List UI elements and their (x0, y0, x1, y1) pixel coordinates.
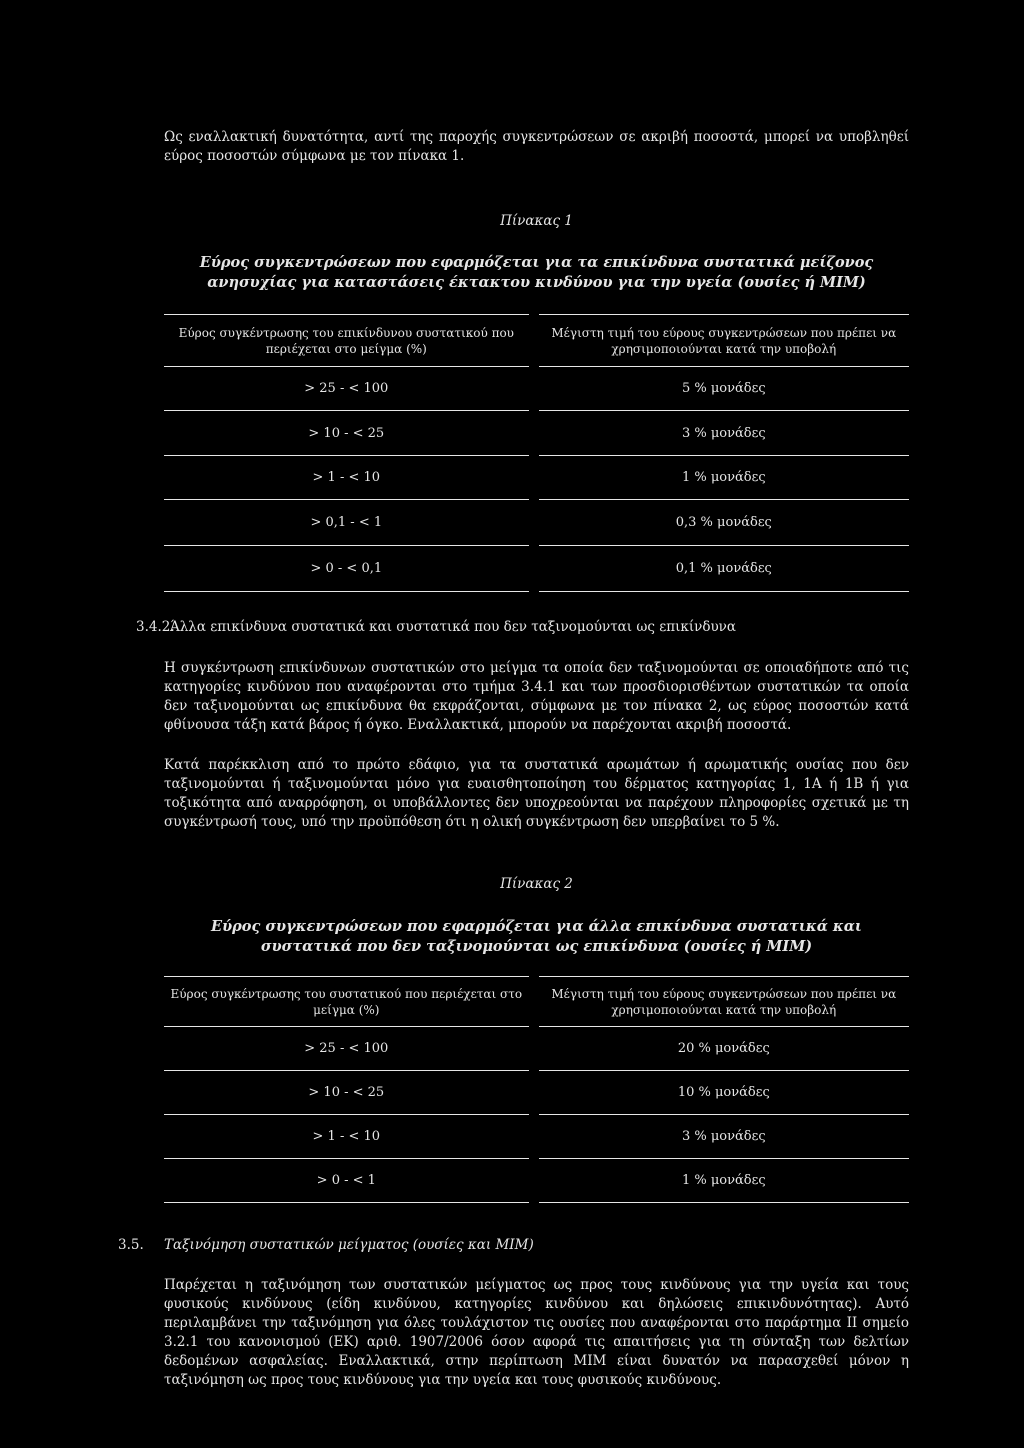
section-342-heading (136, 619, 909, 635)
section-342-paragraph-1: Η συγκέντρωση επικίνδυνων συστατικών στο μείγμα τα οποία δεν ταξινομούνται σε οποιαδήποτε από τις κατηγορίες κινδύνου που αναφέρονται στο τμήμα 3.4.1 και των προσδιορισθέντων συστατικών τα οποία δεν ταξινομούνται ως επικίνδυνα θα εκφράζονται, σύμφωνα με τον πίνακα 2, ως εύρος ποσοστών κατά φθίνουσα τάξη κατά βάρος ή όγκο. Εναλλακτικά, μπορούν να παρέχονται ακριβή ποσοστά. (164, 660, 909, 733)
table-row (164, 546, 909, 592)
table2-header-col2: Μέγιστη τιμή του εύρους συγκεντρώσεων που πρέπει να χρησιμοποιούνται κατά την υποβολή (534, 977, 909, 1027)
table-row (164, 500, 909, 546)
table2-value: 20 % μονάδες (534, 1027, 909, 1071)
table-row (164, 1115, 909, 1159)
table1-value: 3 % μονάδες (534, 411, 909, 456)
section-35-title: Ταξινόμηση συστατικών μείγματος (ουσίες και ΜΙΜ) (164, 1237, 534, 1253)
table2-value: 10 % μονάδες (534, 1071, 909, 1115)
table2 (164, 976, 909, 1203)
table1-range: > 25 - < 100 (164, 367, 534, 411)
table1-range: > 1 - < 10 (164, 456, 534, 500)
table2-range: > 1 - < 10 (164, 1115, 534, 1159)
table-row (164, 1071, 909, 1115)
table2-range: > 25 - < 100 (164, 1027, 534, 1071)
table1-value: 0,1 % μονάδες (534, 546, 909, 592)
section-35-number: 3.5. (118, 1237, 144, 1253)
table2-range: > 0 - < 1 (164, 1159, 534, 1203)
table2-value: 1 % μονάδες (534, 1159, 909, 1203)
table1-value: 5 % μονάδες (534, 367, 909, 411)
table2-caption: Πίνακας 2 (500, 876, 573, 892)
table2-value: 3 % μονάδες (534, 1115, 909, 1159)
section-35-heading (118, 1237, 909, 1253)
intro-paragraph: Ως εναλλακτική δυνατότητα, αντί της παροχής συγκεντρώσεων σε ακριβή ποσοστά, μπορεί να υποβληθεί εύρος ποσοστών σύμφωνα με τον πίνακα 1. (164, 129, 909, 164)
table1-range: > 0,1 - < 1 (164, 500, 534, 546)
table1 (164, 314, 909, 592)
table-row (164, 1027, 909, 1071)
table1-header-col1: Εύρος συγκέντρωσης του επικίνδυνου συστατικού που περιέχεται στο μείγμα (%) (164, 315, 534, 367)
table-row (164, 1159, 909, 1203)
table2-range: > 10 - < 25 (164, 1071, 534, 1115)
table-row (164, 411, 909, 456)
table1-title: Εύρος συγκεντρώσεων που εφαρμόζεται για τα επικίνδυνα συστατικά μείζονος ανησυχίας για καταστάσεις έκτακτου κινδύνου για την υγεία (ουσίες ή ΜΙΜ) (199, 254, 874, 291)
table1-value: 1 % μονάδες (534, 456, 909, 500)
section-342-title: Άλλα επικίνδυνα συστατικά και συστατικά που δεν ταξινομούνται ως επικίνδυνα (170, 619, 736, 635)
table1-range: > 0 - < 0,1 (164, 546, 534, 592)
table-row (164, 367, 909, 411)
table1-range: > 10 - < 25 (164, 411, 534, 456)
table1-value: 0,3 % μονάδες (534, 500, 909, 546)
table-row (164, 456, 909, 500)
section-342-paragraph-2: Κατά παρέκκλιση από το πρώτο εδάφιο, για τα συστατικά αρωμάτων ή αρωματικής ουσίας που δεν ταξινομούνται ή ταξινομούνται μόνο για ευαισθητοποίηση του δέρματος κατηγορίας 1, 1A ή 1B ή για τοξικότητα από αναρρόφηση, οι υποβάλλοντες δεν υποχρεούνται να παρέχουν πληροφορίες σχετικά με τη συγκέντρωσή τους, υπό την προϋπόθεση ότι η ολική συγκέντρωση δεν υπερβαίνει το 5 %. (164, 757, 909, 830)
section-342-number: 3.4.2. (136, 619, 175, 635)
table1-header-col2: Μέγιστη τιμή του εύρους συγκεντρώσεων που πρέπει να χρησιμοποιούνται κατά την υποβολή (534, 315, 909, 367)
table2-title: Εύρος συγκεντρώσεων που εφαρμόζεται για άλλα επικίνδυνα συστατικά και συστατικά που δεν ταξινομούνται ως επικίνδυνα (ουσίες ή ΜΙΜ) (211, 918, 862, 955)
section-35-paragraph: Παρέχεται η ταξινόμηση των συστατικών μείγματος ως προς τους κινδύνους για την υγεία και τους φυσικούς κινδύνους (είδη κινδύνου, κατηγορίες κινδύνου και δηλώσεις επικινδυνότητας). Αυτό περιλαμβάνει την ταξινόμηση για όλες τουλάχιστον τις ουσίες που αναφέρονται στο παράρτημα ΙΙ σημείο 3.2.1 του κανονισμού (ΕΚ) αριθ. 1907/2006 όσον αφορά τις απαιτήσεις για τη σύνταξη των δελτίων δεδομένων ασφαλείας. Εναλλακτικά, στην περίπτωση ΜΙΜ είναι δυνατόν να παρασχεθεί μόνον η ταξινόμηση ως προς τους κινδύνους για την υγεία και τους φυσικούς κινδύνους. (164, 1277, 909, 1388)
table2-header-col1: Εύρος συγκέντρωσης του συστατικού που περιέχεται στο μείγμα (%) (164, 977, 534, 1027)
table1-caption: Πίνακας 1 (500, 213, 573, 229)
